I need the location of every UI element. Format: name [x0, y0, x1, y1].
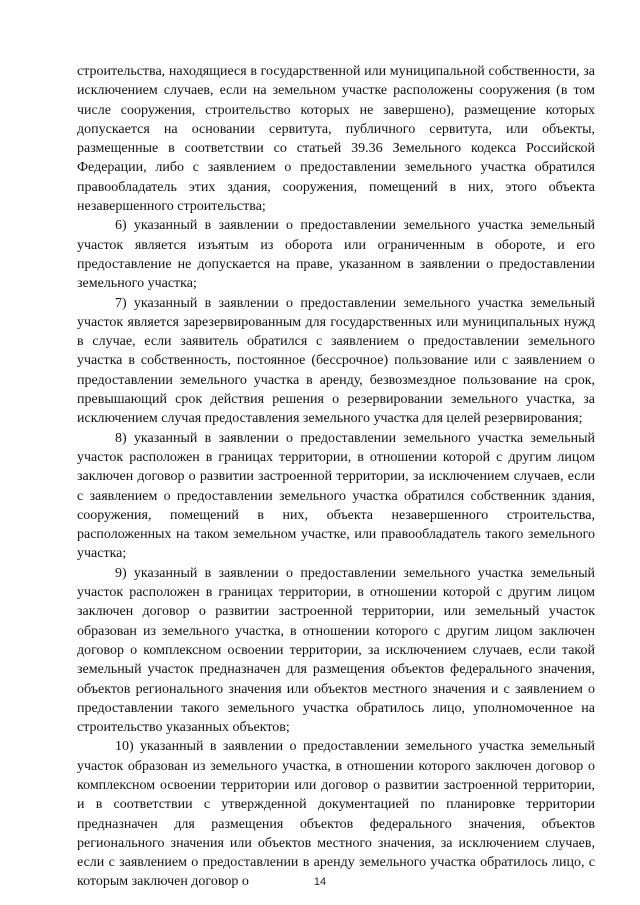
paragraph-item-8: 8) указанный в заявлении о предоставлении земельного участка земельный участок расположен в границах территории, в отношении которой с другим лицом заключен договор о развитии застроенной территории, за исключением случаев, если с заявлением о предоставлении земельного участка обратился собственник здания, сооружения, помещений в них, объекта незавершенного строительства, расположенных на таком земельном участке, или правообладатель такого земельного участка;: [77, 430, 595, 562]
paragraph-item-9: 9) указанный в заявлении о предоставлении земельного участка земельный участок расположен в границах территории, в отношении которой с другим лицом заключен договор о развитии застроенной территории, или земельный участок образован из земельного участка, в отношении которого с другим лицом заключен договор о комплексном освоении территории, за исключением случаев, если такой земельный участок предназначен для размещения объектов федерального значения, объектов регионального значения или объектов местного значения и с заявлением о предоставлении такого земельного участка обратилось лицо, уполномоченное на строительство указанных объектов;: [77, 565, 595, 736]
paragraph-continuation: строительства, находящиеся в государственной или муниципальной собственности, за исключением случаев, если на земельном участке расположены сооружения (в том числе сооружения, строительство которых не завершено), размещение которых допускается на основании сервитута, публичного сервитута, или объекты, размещенные в соответствии со статьей 39.36 Земельного кодекса Российской Федерации, либо с заявлением о предоставлении земельного участка обратился правообладатель этих здания, сооружения, помещений в них, этого объекта незавершенного строительства;: [77, 64, 595, 215]
paragraph-item-7: 7) указанный в заявлении о предоставлении земельного участка земельный участок является зарезервированным для государственных или муниципальных нужд в случае, если заявитель обратился с заявлением о предоставлении земельного участка в собственность, постоянное (бессрочное) пользование или с заявлением о предоставлении земельного участка в аренду, безвозмездное пользование на срок, превышающий срок действия решения о резервировании земельного участка, за исключением случая предоставления земельного участка для целей резервирования;: [77, 295, 595, 427]
page-number: 14: [313, 876, 327, 888]
paragraph-item-10: 10) указанный в заявлении о предоставлении земельного участка земельный участок образован из земельного участка, в отношении которого заключен договор о комплексном освоении территории или договор о развитии застроенной территории, и в соответствии с утвержденной документацией по планировке территории предназначен для размещения объектов федерального значения, объектов регионального значения или объектов местного значения, за исключением случаев, если с заявлением о предоставлении в аренду земельного участка обратилось лицо, с которым заключен договор о: [77, 739, 595, 890]
document-body: [77, 62, 595, 892]
paragraph-item-6: 6) указанный в заявлении о предоставлении земельного участка земельный участок является изъятым из оборота или ограниченным в обороте, и его предоставление не допускается на праве, указанном в заявлении о предоставлении земельного участка;: [77, 218, 595, 292]
